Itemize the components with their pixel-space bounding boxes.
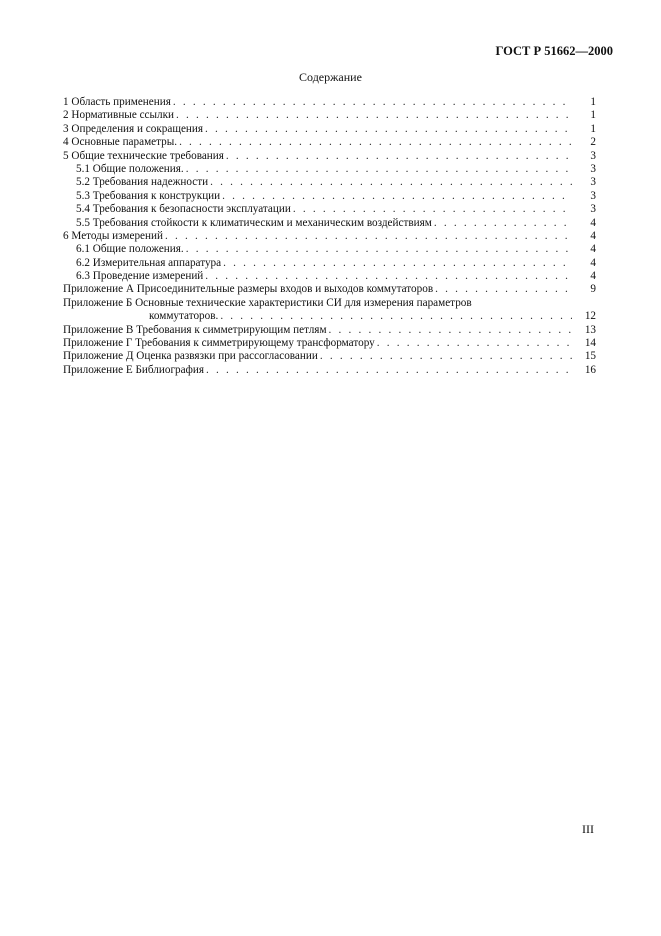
- toc-entry-label: 5.1 Общие положения.: [76, 162, 184, 175]
- dot-leader: [220, 310, 572, 323]
- dot-leader: [179, 136, 572, 149]
- toc-entry[interactable]: [63, 150, 596, 163]
- toc-entry[interactable]: [63, 123, 596, 136]
- toc-entry[interactable]: [63, 136, 596, 149]
- toc-entry-page: 3: [590, 176, 596, 189]
- toc-entry[interactable]: [63, 257, 596, 270]
- toc-entry-page: 4: [590, 229, 596, 242]
- toc-entry-label: 2 Нормативные ссылки: [63, 109, 175, 122]
- toc-entry-label-continuation: коммутаторов.: [149, 310, 219, 323]
- toc-entry-label: 3 Определения и сокращения: [63, 122, 204, 135]
- toc-entry-page: 1: [590, 96, 596, 108]
- toc-entry-page: 4: [590, 256, 596, 269]
- toc-entry[interactable]: [63, 176, 596, 189]
- toc-entry-label: Приложение Г Требования к симметрирующему трансформатору: [63, 337, 375, 350]
- toc-entry[interactable]: [63, 203, 596, 216]
- toc-entry-label: 5 Общие технические требования: [63, 149, 224, 162]
- toc-entry-page: 12: [584, 310, 596, 323]
- toc-entry-label: Приложение Б Основные технические характеристики СИ для измерения параметров: [63, 296, 472, 309]
- dot-leader: [186, 163, 572, 176]
- toc-entry[interactable]: [63, 270, 596, 283]
- dot-leader: [186, 243, 572, 256]
- toc-entry-page: 3: [590, 162, 596, 175]
- toc-entry[interactable]: [63, 337, 596, 350]
- document-code: ГОСТ Р 51662—2000: [495, 44, 613, 58]
- toc-entry[interactable]: [63, 109, 596, 122]
- toc-entry[interactable]: [63, 324, 596, 337]
- toc-entry-label: Приложение Е Библиография: [63, 363, 204, 376]
- toc-entry-label: Приложение В Требования к симметрирующим петлям: [63, 323, 327, 336]
- toc-entry[interactable]: [63, 230, 596, 243]
- dot-leader: [377, 337, 572, 350]
- toc-entry[interactable]: [63, 283, 596, 296]
- toc-entry-page: 4: [590, 270, 596, 283]
- toc-entry-label: 4 Основные параметры.: [63, 136, 178, 149]
- toc-entry-label: 6.1 Общие положения.: [76, 243, 184, 256]
- dot-leader: [320, 350, 572, 363]
- dot-leader: [205, 270, 572, 283]
- toc-entry-label: 6.3 Проведение измерений: [76, 270, 204, 283]
- dot-leader: [329, 324, 572, 337]
- dot-leader: [293, 203, 572, 216]
- toc-entry-label: 6 Методы измерений: [63, 229, 163, 242]
- dot-leader: [176, 109, 572, 122]
- toc-entry[interactable]: [63, 243, 596, 256]
- toc-entry-page: 1: [590, 109, 596, 122]
- toc-entry-label: 6.2 Измерительная аппаратура: [76, 256, 222, 269]
- toc-entry[interactable]: [63, 297, 596, 324]
- toc-entry-label: 5.5 Требования стойкости к климатическим и механическим воздействиям: [76, 216, 432, 229]
- toc-entry-page: 3: [590, 189, 596, 202]
- toc-entry[interactable]: [63, 364, 596, 377]
- toc-entry-page: 13: [584, 323, 596, 336]
- toc-entry-page: 4: [590, 243, 596, 256]
- toc-entry-page: 14: [584, 337, 596, 350]
- dot-leader: [434, 217, 572, 230]
- dot-leader: [205, 123, 572, 136]
- toc-entry-label: 5.3 Требования к конструкции: [76, 189, 221, 202]
- dot-leader: [210, 176, 572, 189]
- table-of-contents: [63, 96, 596, 377]
- dot-leader: [222, 190, 572, 203]
- toc-entry-page: 2: [590, 136, 596, 149]
- toc-entry-page: 3: [590, 203, 596, 216]
- toc-entry-page: 4: [590, 216, 596, 229]
- dot-leader: [435, 283, 572, 296]
- dot-leader: [206, 364, 572, 377]
- page-number: III: [582, 822, 594, 836]
- toc-entry-label: 1 Область применения: [63, 96, 171, 108]
- toc-entry-label: 5.4 Требования к безопасности эксплуатации: [76, 203, 291, 216]
- toc-entry-label: Приложение А Присоединительные размеры входов и выходов коммутаторов: [63, 283, 434, 296]
- toc-entry[interactable]: [63, 96, 596, 109]
- toc-entry[interactable]: [63, 217, 596, 230]
- toc-entry[interactable]: [63, 350, 596, 363]
- toc-entry[interactable]: [63, 163, 596, 176]
- toc-entry-page: 15: [584, 350, 596, 363]
- dot-leader: [173, 96, 572, 109]
- toc-entry-page: 1: [590, 122, 596, 135]
- toc-title: Содержание: [299, 70, 362, 84]
- toc-entry[interactable]: [63, 190, 596, 203]
- toc-entry-label: 5.2 Требования надежности: [76, 176, 209, 189]
- dot-leader: [223, 257, 572, 270]
- toc-entry-page: 16: [584, 363, 596, 376]
- dot-leader: [165, 230, 572, 243]
- toc-entry-page: 9: [590, 283, 596, 296]
- toc-entry-page: 3: [590, 149, 596, 162]
- toc-entry-label: Приложение Д Оценка развязки при рассогласовании: [63, 350, 318, 363]
- dot-leader: [226, 150, 572, 163]
